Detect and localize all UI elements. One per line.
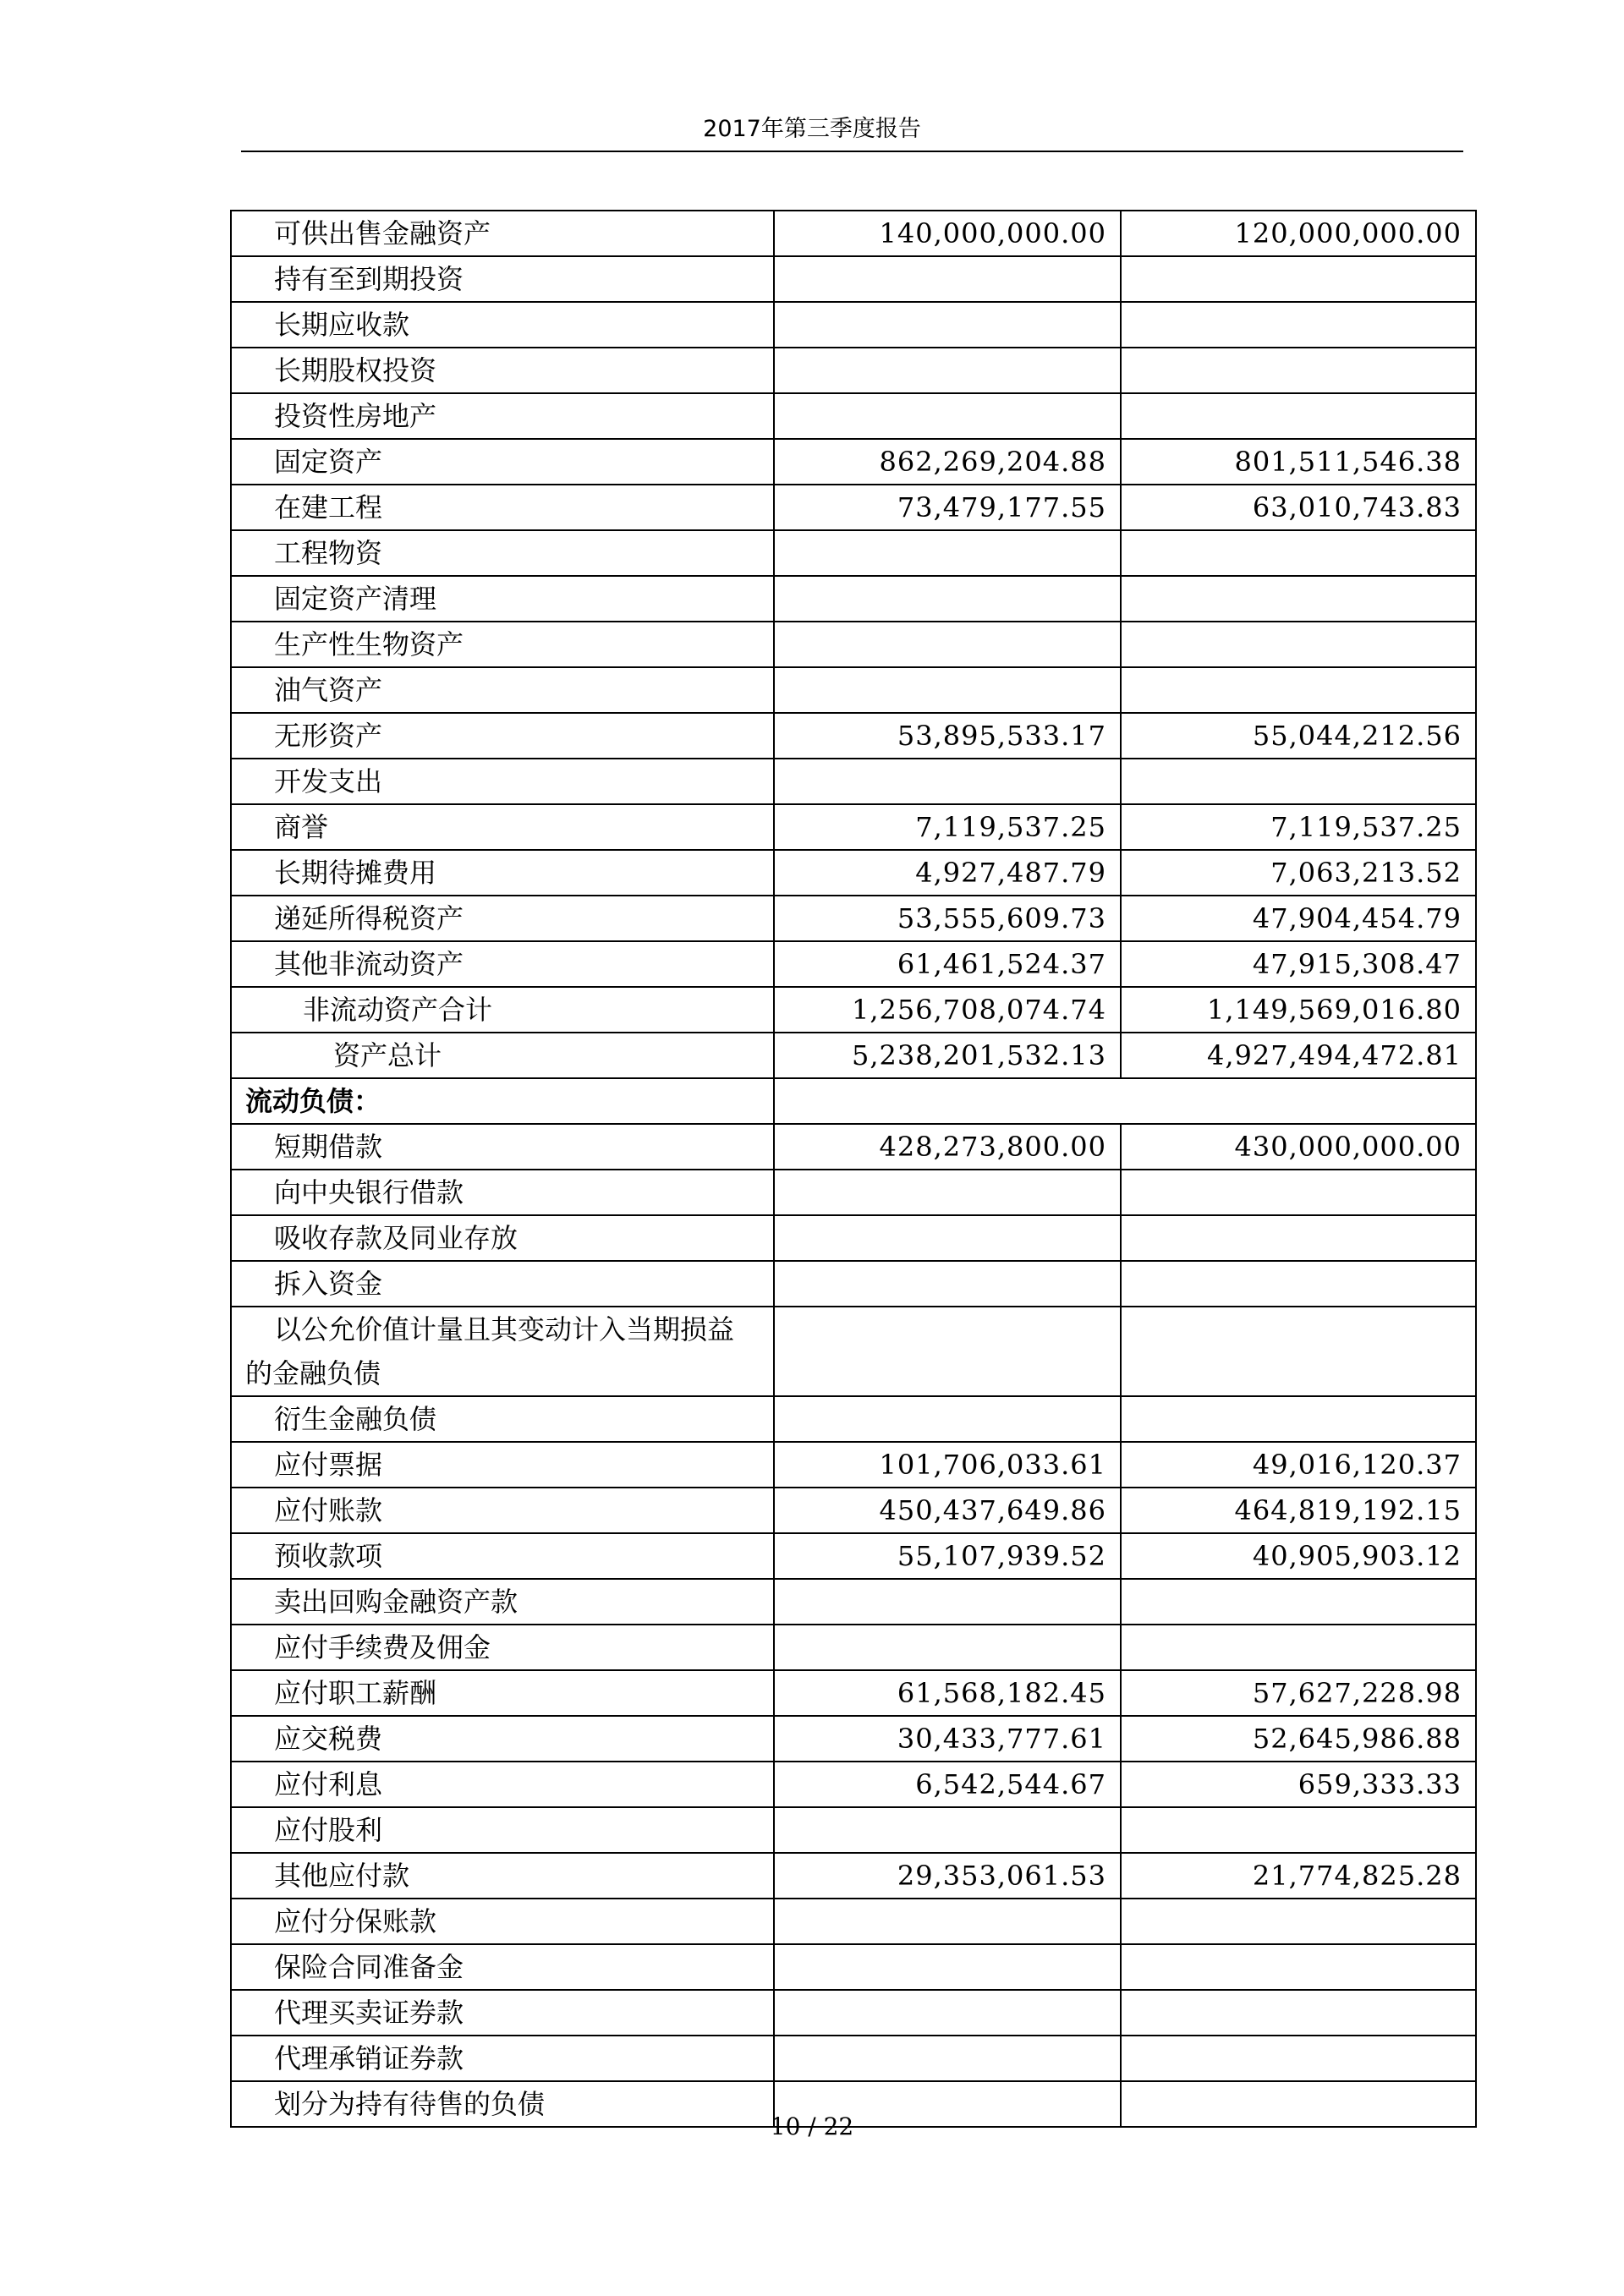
row-label: 生产性生物资产: [231, 622, 774, 667]
prior-period-value: 21,774,825.28: [1121, 1853, 1476, 1899]
row-label: 无形资产: [231, 713, 774, 759]
current-period-value: 1,256,708,074.74: [774, 987, 1121, 1033]
prior-period-value: [1121, 622, 1476, 667]
current-period-value: 61,568,182.45: [774, 1670, 1121, 1716]
table-row: [231, 1078, 1476, 1124]
table-row: [231, 667, 1476, 713]
prior-period-value: [1121, 2036, 1476, 2081]
current-period-value: 73,479,177.55: [774, 485, 1121, 530]
table-row: [231, 1990, 1476, 2036]
table-row: [231, 1807, 1476, 1853]
prior-period-value: 659,333.33: [1121, 1762, 1476, 1807]
current-period-value: [774, 1307, 1121, 1396]
prior-period-value: 4,927,494,472.81: [1121, 1033, 1476, 1078]
table-row: [231, 1899, 1476, 1944]
table-row: [231, 348, 1476, 393]
table-row: [231, 2036, 1476, 2081]
row-label: 应交税费: [231, 1716, 774, 1762]
table-row: [231, 1579, 1476, 1625]
current-period-value: 53,555,609.73: [774, 896, 1121, 941]
current-period-value: 101,706,033.61: [774, 1442, 1121, 1488]
prior-period-value: [1121, 256, 1476, 302]
table-row: [231, 1442, 1476, 1488]
table-row: [231, 1215, 1476, 1261]
current-period-value: 862,269,204.88: [774, 439, 1121, 485]
page-header-title: 2017年第三季度报告: [703, 116, 921, 142]
row-label: 应付分保账款: [231, 1899, 774, 1944]
row-label: 吸收存款及同业存放: [231, 1215, 774, 1261]
table-row: [231, 1307, 1476, 1396]
prior-period-value: 63,010,743.83: [1121, 485, 1476, 530]
prior-period-value: 55,044,212.56: [1121, 713, 1476, 759]
row-label: 油气资产: [231, 667, 774, 713]
row-label: 应付股利: [231, 1807, 774, 1853]
table-row: [231, 1261, 1476, 1307]
prior-period-value: [1121, 1215, 1476, 1261]
current-period-value: 30,433,777.61: [774, 1716, 1121, 1762]
row-label: 应付手续费及佣金: [231, 1625, 774, 1670]
row-label: 商誉: [231, 804, 774, 850]
row-label: 可供出售金融资产: [231, 211, 774, 256]
current-period-value: 450,437,649.86: [774, 1488, 1121, 1533]
row-label: 应付职工薪酬: [231, 1670, 774, 1716]
row-label: 保险合同准备金: [231, 1944, 774, 1990]
prior-period-value: 801,511,546.38: [1121, 439, 1476, 485]
table-row: [231, 804, 1476, 850]
current-period-value: [774, 1261, 1121, 1307]
prior-period-value: 40,905,903.12: [1121, 1533, 1476, 1579]
table-row: [231, 576, 1476, 622]
prior-period-value: [1121, 1261, 1476, 1307]
table-row: [231, 485, 1476, 530]
row-label: 卖出回购金融资产款: [231, 1579, 774, 1625]
table-row: [231, 941, 1476, 987]
table-row: [231, 850, 1476, 896]
prior-period-value: 120,000,000.00: [1121, 211, 1476, 256]
table-row: [231, 1944, 1476, 1990]
table-row: [231, 1396, 1476, 1442]
current-period-value: [774, 393, 1121, 439]
table-row: [231, 896, 1476, 941]
prior-period-value: [1121, 759, 1476, 804]
current-period-value: 7,119,537.25: [774, 804, 1121, 850]
row-label: 非流动资产合计: [231, 987, 774, 1033]
table-row: [231, 1124, 1476, 1170]
row-label: 向中央银行借款: [231, 1170, 774, 1215]
prior-period-value: [1121, 1807, 1476, 1853]
page-number: 10 / 22: [770, 2112, 854, 2140]
current-period-value: 140,000,000.00: [774, 211, 1121, 256]
table-row: [231, 1488, 1476, 1533]
row-label: 长期应收款: [231, 302, 774, 348]
current-period-value: [774, 667, 1121, 713]
prior-period-value: [1121, 393, 1476, 439]
current-period-value: [774, 256, 1121, 302]
prior-period-value: [1121, 1990, 1476, 2036]
current-period-value: [774, 622, 1121, 667]
prior-period-value: [1121, 1944, 1476, 1990]
row-label: 开发支出: [231, 759, 774, 804]
row-label: 预收款项: [231, 1533, 774, 1579]
table-row: [231, 256, 1476, 302]
current-period-value: [774, 348, 1121, 393]
prior-period-value: [1121, 348, 1476, 393]
current-period-value: [774, 1396, 1121, 1442]
row-label: 固定资产: [231, 439, 774, 485]
row-label: 长期股权投资: [231, 348, 774, 393]
current-period-value: 55,107,939.52: [774, 1533, 1121, 1579]
prior-period-value: [1121, 1625, 1476, 1670]
row-label: 递延所得税资产: [231, 896, 774, 941]
row-label: 代理买卖证券款: [231, 1990, 774, 2036]
prior-period-value: [1121, 1899, 1476, 1944]
row-label: 其他应付款: [231, 1853, 774, 1899]
prior-period-value: [1121, 1396, 1476, 1442]
table-row: [231, 1625, 1476, 1670]
current-period-value: 53,895,533.17: [774, 713, 1121, 759]
table-row: [231, 530, 1476, 576]
row-label: 以公允价值计量且其变动计入当期损益的金融负债: [231, 1307, 774, 1396]
prior-period-value: 47,904,454.79: [1121, 896, 1476, 941]
prior-period-value: [1121, 576, 1476, 622]
current-period-value: [774, 302, 1121, 348]
table-row: [231, 1670, 1476, 1716]
table-row: [231, 439, 1476, 485]
row-label: 衍生金融负债: [231, 1396, 774, 1442]
prior-period-value: 7,119,537.25: [1121, 804, 1476, 850]
header-divider: [241, 151, 1463, 152]
current-period-value: 61,461,524.37: [774, 941, 1121, 987]
prior-period-value: [1121, 1170, 1476, 1215]
prior-period-value: 52,645,986.88: [1121, 1716, 1476, 1762]
table-row: [231, 1033, 1476, 1078]
row-label: 流动负债：: [231, 1078, 774, 1124]
row-label: 工程物资: [231, 530, 774, 576]
current-period-value: [774, 2036, 1121, 2081]
row-label: 固定资产清理: [231, 576, 774, 622]
current-period-value: [774, 1625, 1121, 1670]
table-row: [231, 393, 1476, 439]
current-period-value: 29,353,061.53: [774, 1853, 1121, 1899]
table-row: [231, 759, 1476, 804]
current-period-value: 5,238,201,532.13: [774, 1033, 1121, 1078]
current-period-value: [774, 1215, 1121, 1261]
row-label: 代理承销证券款: [231, 2036, 774, 2081]
row-label: 在建工程: [231, 485, 774, 530]
row-label: 应付利息: [231, 1762, 774, 1807]
current-period-value: [774, 1899, 1121, 1944]
current-period-value: 428,273,800.00: [774, 1124, 1121, 1170]
current-period-value: [774, 1170, 1121, 1215]
row-label: 拆入资金: [231, 1261, 774, 1307]
row-label: 划分为持有待售的负债: [231, 2081, 774, 2127]
prior-period-value: 47,915,308.47: [1121, 941, 1476, 987]
balance-sheet-body: [231, 211, 1476, 2127]
prior-period-value: 7,063,213.52: [1121, 850, 1476, 896]
current-period-value: [774, 576, 1121, 622]
table-row: [231, 987, 1476, 1033]
table-row: [231, 622, 1476, 667]
table-row: [231, 1533, 1476, 1579]
prior-period-value: 1,149,569,016.80: [1121, 987, 1476, 1033]
section-empty-cell: [774, 1078, 1476, 1124]
prior-period-value: 57,627,228.98: [1121, 1670, 1476, 1716]
current-period-value: [774, 1990, 1121, 2036]
current-period-value: [774, 1807, 1121, 1853]
row-label: 资产总计: [231, 1033, 774, 1078]
balance-sheet-table: [230, 210, 1477, 2128]
prior-period-value: [1121, 302, 1476, 348]
prior-period-value: [1121, 667, 1476, 713]
table-row: [231, 1170, 1476, 1215]
row-label: 应付账款: [231, 1488, 774, 1533]
row-label: 短期借款: [231, 1124, 774, 1170]
current-period-value: [774, 530, 1121, 576]
table-row: [231, 211, 1476, 256]
current-period-value: 6,542,544.67: [774, 1762, 1121, 1807]
current-period-value: [774, 1579, 1121, 1625]
prior-period-value: 49,016,120.37: [1121, 1442, 1476, 1488]
table-row: [231, 302, 1476, 348]
prior-period-value: [1121, 1307, 1476, 1396]
prior-period-value: [1121, 530, 1476, 576]
prior-period-value: 464,819,192.15: [1121, 1488, 1476, 1533]
row-label: 投资性房地产: [231, 393, 774, 439]
table-row: [231, 1716, 1476, 1762]
table-row: [231, 713, 1476, 759]
prior-period-value: [1121, 1579, 1476, 1625]
table-row: [231, 1762, 1476, 1807]
current-period-value: [774, 759, 1121, 804]
prior-period-value: 430,000,000.00: [1121, 1124, 1476, 1170]
row-label: 应付票据: [231, 1442, 774, 1488]
current-period-value: 4,927,487.79: [774, 850, 1121, 896]
row-label: 长期待摊费用: [231, 850, 774, 896]
row-label: 其他非流动资产: [231, 941, 774, 987]
current-period-value: [774, 1944, 1121, 1990]
table-row: [231, 1853, 1476, 1899]
row-label: 持有至到期投资: [231, 256, 774, 302]
